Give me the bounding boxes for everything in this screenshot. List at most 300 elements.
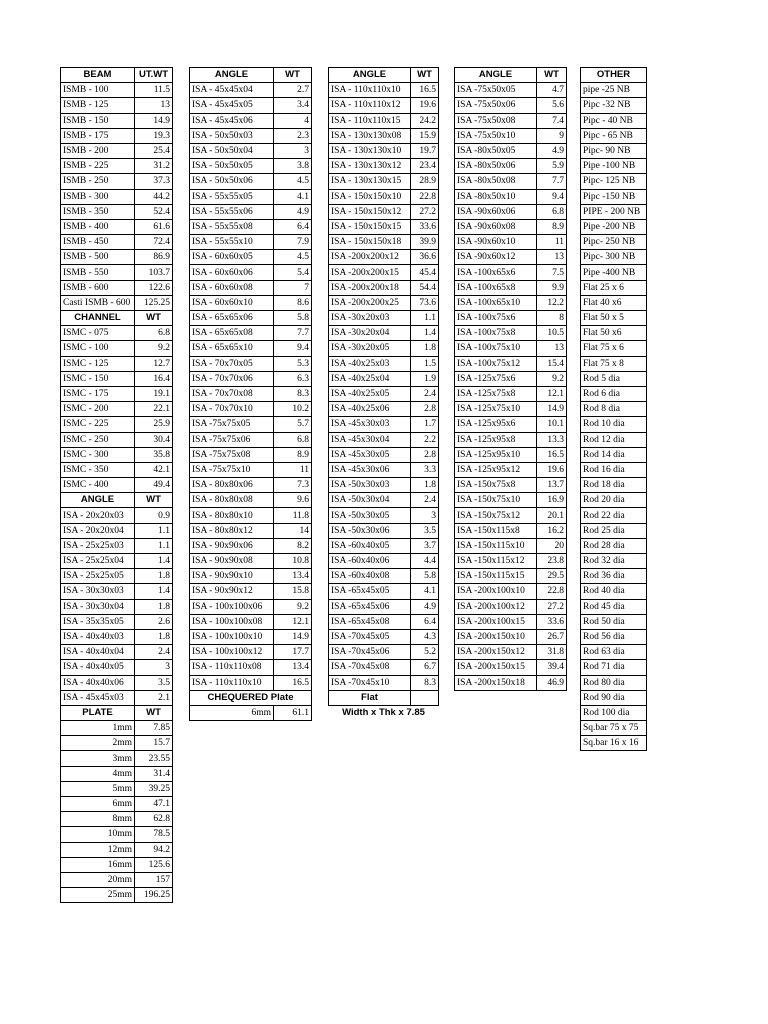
- table-row: [61, 159, 173, 174]
- table-row: [329, 174, 439, 189]
- item-weight: 3.7: [411, 538, 439, 553]
- item-name: ISA -90x60x10: [455, 235, 537, 250]
- item-name: ISA - 90x90x12: [190, 584, 274, 599]
- table-row: [581, 478, 647, 493]
- item-name: ISA - 70x70x05: [190, 356, 274, 371]
- item-name: ISA - 40x40x05: [61, 660, 135, 675]
- table-row: [61, 842, 173, 857]
- item-name: ISA - 55x55x06: [190, 204, 274, 219]
- section-header-row: [455, 68, 567, 83]
- table-row: [329, 645, 439, 660]
- item-weight: 122.6: [135, 280, 173, 295]
- item-name: ISA -125x95x12: [455, 462, 537, 477]
- table-row: [455, 523, 567, 538]
- item-name: ISA - 55x55x10: [190, 235, 274, 250]
- section-header-name: PLATE: [61, 705, 135, 720]
- item-weight: 11: [537, 235, 567, 250]
- table-row: [190, 83, 312, 98]
- item-name: ISA - 65x65x06: [190, 311, 274, 326]
- item-weight: 9: [537, 128, 567, 143]
- table-row: [329, 143, 439, 158]
- other-item: Pipc -32 NB: [581, 98, 647, 113]
- item-weight: 16.5: [274, 675, 312, 690]
- table-row: [61, 143, 173, 158]
- item-name: ISA -30x20x05: [329, 341, 411, 356]
- item-name: ISA -70x45x06: [329, 645, 411, 660]
- table-row: [329, 508, 439, 523]
- item-name: ISA -50x30x05: [329, 508, 411, 523]
- item-name: ISA - 130x130x15: [329, 174, 411, 189]
- item-name: ISA -90x60x06: [455, 204, 537, 219]
- item-name: ISA -150x75x12: [455, 508, 537, 523]
- angle-table-2: [328, 67, 439, 720]
- table-row: [61, 128, 173, 143]
- item-name: ISA - 40x40x06: [61, 675, 135, 690]
- item-name: ISA -80x50x10: [455, 189, 537, 204]
- item-name: ISA -200x150x10: [455, 629, 537, 644]
- table-row: [581, 386, 647, 401]
- item-weight: 4.5: [274, 250, 312, 265]
- item-name: ISMB - 125: [61, 98, 135, 113]
- table-row: [61, 538, 173, 553]
- item-name: ISA - 30x30x03: [61, 584, 135, 599]
- item-name: ISA - 50x50x04: [190, 143, 274, 158]
- item-name: ISA -65x45x06: [329, 599, 411, 614]
- item-name: ISA -200x100x15: [455, 614, 537, 629]
- table-row: [581, 98, 647, 113]
- item-name: 5mm: [61, 781, 135, 796]
- item-name: ISA - 130x130x08: [329, 128, 411, 143]
- table-row: [329, 569, 439, 584]
- item-name: ISA - 150x150x10: [329, 189, 411, 204]
- table-row: [329, 341, 439, 356]
- table-row: [581, 326, 647, 341]
- item-name: ISA - 70x70x10: [190, 402, 274, 417]
- item-name: ISA -75x75x06: [190, 432, 274, 447]
- item-weight: 9.2: [135, 341, 173, 356]
- item-name: ISA - 100x100x10: [190, 629, 274, 644]
- table-row: [61, 812, 173, 827]
- item-name: ISA - 90x90x10: [190, 569, 274, 584]
- item-weight: 22.1: [135, 402, 173, 417]
- item-name: ISA -30x20x04: [329, 326, 411, 341]
- item-name: ISA -60x40x08: [329, 569, 411, 584]
- table-row: [581, 614, 647, 629]
- table-row: [581, 660, 647, 675]
- table-row: [329, 584, 439, 599]
- table-row: [581, 554, 647, 569]
- item-name: 20mm: [61, 872, 135, 887]
- item-name: 25mm: [61, 888, 135, 903]
- table-row: [455, 341, 567, 356]
- item-weight: 31.4: [135, 766, 173, 781]
- item-weight: 73.6: [411, 295, 439, 310]
- item-name: ISA - 45x45x05: [190, 98, 274, 113]
- item-name: ISA -75x75x10: [190, 462, 274, 477]
- table-row: [581, 523, 647, 538]
- item-name: ISA - 70x70x08: [190, 386, 274, 401]
- table-row: [61, 98, 173, 113]
- item-name: ISA -150x115x12: [455, 554, 537, 569]
- item-name: ISA -60x40x05: [329, 538, 411, 553]
- item-weight: 27.2: [411, 204, 439, 219]
- table-row: [190, 538, 312, 553]
- other-item: Pipe -200 NB: [581, 219, 647, 234]
- item-weight: 11.8: [274, 508, 312, 523]
- item-weight: 1.8: [135, 599, 173, 614]
- item-weight: 2.7: [274, 83, 312, 98]
- item-weight: 1.1: [135, 538, 173, 553]
- section-header-wt: UT.WT: [135, 68, 173, 83]
- item-weight: 8: [537, 311, 567, 326]
- table-row: [581, 721, 647, 736]
- item-name: ISA -100x75x8: [455, 326, 537, 341]
- table-row: [455, 204, 567, 219]
- flat-formula-row: [329, 705, 439, 720]
- table-row: [455, 432, 567, 447]
- item-weight: 5.4: [274, 265, 312, 280]
- table-row: [190, 493, 312, 508]
- item-name: ISA -125x75x6: [455, 371, 537, 386]
- item-weight: 3.8: [274, 159, 312, 174]
- table-row: [61, 326, 173, 341]
- table-row: [455, 356, 567, 371]
- table-row: [329, 295, 439, 310]
- other-item: PIPE - 200 NB: [581, 204, 647, 219]
- item-name: ISA -65x45x08: [329, 614, 411, 629]
- item-weight: 10.1: [537, 417, 567, 432]
- table-row: [61, 523, 173, 538]
- table-row: [61, 554, 173, 569]
- table-row: [61, 857, 173, 872]
- item-weight: 17.7: [274, 645, 312, 660]
- table-row: [581, 705, 647, 720]
- item-name: ISMB - 150: [61, 113, 135, 128]
- item-name: ISA -70x45x05: [329, 629, 411, 644]
- item-weight: 1.8: [135, 569, 173, 584]
- item-weight: 16.2: [537, 523, 567, 538]
- item-weight: 8.3: [411, 675, 439, 690]
- item-weight: 1.8: [135, 629, 173, 644]
- section-header-name: CHANNEL: [61, 311, 135, 326]
- table-row: [455, 447, 567, 462]
- section-header-wt: WT: [135, 493, 173, 508]
- item-name: ISA - 80x80x10: [190, 508, 274, 523]
- item-name: ISA - 110x110x15: [329, 113, 411, 128]
- table-row: [61, 508, 173, 523]
- table-row: [61, 614, 173, 629]
- item-weight: 27.2: [537, 599, 567, 614]
- item-name: ISA -200x200x12: [329, 250, 411, 265]
- item-weight: 49.4: [135, 478, 173, 493]
- item-weight: 125.6: [135, 857, 173, 872]
- item-name: ISA - 80x80x06: [190, 478, 274, 493]
- item-weight: 12.1: [537, 386, 567, 401]
- other-item: Pipc - 40 NB: [581, 113, 647, 128]
- item-weight: 20.1: [537, 508, 567, 523]
- table-row: [190, 660, 312, 675]
- item-weight: 23.4: [411, 159, 439, 174]
- item-name: ISA -40x25x05: [329, 386, 411, 401]
- table-row: [455, 478, 567, 493]
- item-weight: 16.4: [135, 371, 173, 386]
- item-weight: 6.4: [411, 614, 439, 629]
- other-item: Rod 6 dia: [581, 386, 647, 401]
- other-item: Rod 71 dia: [581, 660, 647, 675]
- item-name: ISA - 50x50x06: [190, 174, 274, 189]
- item-name: ISA - 50x50x03: [190, 128, 274, 143]
- table-row: [455, 113, 567, 128]
- table-row: [329, 417, 439, 432]
- table-row: [581, 280, 647, 295]
- item-name: ISA - 110x110x10: [190, 675, 274, 690]
- item-weight: 44.2: [135, 189, 173, 204]
- item-weight: 4.9: [537, 143, 567, 158]
- table-row: [581, 174, 647, 189]
- table-row: [61, 569, 173, 584]
- item-weight: 42.1: [135, 462, 173, 477]
- table-row: [329, 478, 439, 493]
- item-name: ISA - 65x65x08: [190, 326, 274, 341]
- chequered-plate-title: CHEQUERED Plate: [190, 690, 312, 705]
- table-row: [455, 417, 567, 432]
- table-row: [61, 280, 173, 295]
- item-name: ISA -125x95x10: [455, 447, 537, 462]
- table-row: [455, 143, 567, 158]
- item-name: ISMB - 175: [61, 128, 135, 143]
- item-name: ISA - 55x55x05: [190, 189, 274, 204]
- other-item: Rod 63 dia: [581, 645, 647, 660]
- other-item: Rod 36 dia: [581, 569, 647, 584]
- table-row: [581, 432, 647, 447]
- table-row: [190, 98, 312, 113]
- table-row: [61, 371, 173, 386]
- item-weight: 8.9: [537, 219, 567, 234]
- item-weight: 72.4: [135, 235, 173, 250]
- item-name: ISA -200x100x10: [455, 584, 537, 599]
- table-row: [61, 766, 173, 781]
- other-item: Rod 18 dia: [581, 478, 647, 493]
- item-name: 10mm: [61, 827, 135, 842]
- other-item: Flat 75 x 8: [581, 356, 647, 371]
- table-row: [190, 341, 312, 356]
- other-item: Pipe -400 NB: [581, 265, 647, 280]
- table-row: [61, 204, 173, 219]
- table-row: [190, 295, 312, 310]
- item-name: ISA - 100x100x12: [190, 645, 274, 660]
- other-item: Rod 56 dia: [581, 629, 647, 644]
- table-row: [581, 493, 647, 508]
- table-row: [61, 584, 173, 599]
- table-row: [329, 265, 439, 280]
- table-row: [190, 432, 312, 447]
- table-row: [455, 462, 567, 477]
- item-name: ISA - 150x150x18: [329, 235, 411, 250]
- item-weight: 2.6: [135, 614, 173, 629]
- item-weight: 19.7: [411, 143, 439, 158]
- table-row: [329, 493, 439, 508]
- section-header-name: ANGLE: [190, 68, 274, 83]
- table-row: [61, 736, 173, 751]
- item-name: ISA -75x50x05: [455, 83, 537, 98]
- table-row: [329, 189, 439, 204]
- item-name: ISA -100x75x6: [455, 311, 537, 326]
- other-item: Pipc- 125 NB: [581, 174, 647, 189]
- table-row: [61, 797, 173, 812]
- item-weight: 31.2: [135, 159, 173, 174]
- chequered-plate-row: [190, 705, 312, 720]
- table-row: [455, 629, 567, 644]
- item-weight: 2.8: [411, 402, 439, 417]
- item-name: ISMC - 200: [61, 402, 135, 417]
- item-name: ISMB - 400: [61, 219, 135, 234]
- item-name: ISA - 30x30x04: [61, 599, 135, 614]
- item-name: ISA - 60x60x08: [190, 280, 274, 295]
- item-name: ISA -150x115x15: [455, 569, 537, 584]
- table-row: [61, 872, 173, 887]
- table-row: [455, 569, 567, 584]
- item-weight: 23.55: [135, 751, 173, 766]
- item-weight: 23.8: [537, 554, 567, 569]
- item-name: ISA - 60x60x05: [190, 250, 274, 265]
- item-weight: 8.6: [274, 295, 312, 310]
- table-row: [61, 645, 173, 660]
- item-name: ISA -90x60x12: [455, 250, 537, 265]
- item-name: ISA -50x30x03: [329, 478, 411, 493]
- item-name: 12mm: [61, 842, 135, 857]
- item-weight: 9.4: [537, 189, 567, 204]
- item-weight: 31.8: [537, 645, 567, 660]
- item-name: ISA - 150x150x15: [329, 219, 411, 234]
- item-weight: 16.9: [537, 493, 567, 508]
- item-name: ISA -100x65x6: [455, 265, 537, 280]
- section-header-name: ANGLE: [329, 68, 411, 83]
- item-weight: 9.2: [537, 371, 567, 386]
- table-row: [329, 128, 439, 143]
- table-row: [581, 736, 647, 751]
- item-weight: 9.4: [274, 341, 312, 356]
- item-weight: 4.3: [411, 629, 439, 644]
- other-item: Rod 20 dia: [581, 493, 647, 508]
- other-item: Rod 100 dia: [581, 705, 647, 720]
- item-weight: 25.4: [135, 143, 173, 158]
- table-row: [581, 356, 647, 371]
- item-name: ISA - 100x100x08: [190, 614, 274, 629]
- item-name: ISA -40x25x06: [329, 402, 411, 417]
- item-name: ISA - 45x45x04: [190, 83, 274, 98]
- other-item: Rod 50 dia: [581, 614, 647, 629]
- item-weight: 35.8: [135, 447, 173, 462]
- item-name: ISA -200x150x12: [455, 645, 537, 660]
- table-row: [581, 462, 647, 477]
- item-weight: 5.8: [411, 569, 439, 584]
- item-name: ISA -200x150x18: [455, 675, 537, 690]
- table-row: [329, 204, 439, 219]
- item-name: 16mm: [61, 857, 135, 872]
- item-name: ISMC - 250: [61, 432, 135, 447]
- table-row: [455, 599, 567, 614]
- section-header-wt: WT: [537, 68, 567, 83]
- item-weight: 1.4: [411, 326, 439, 341]
- item-weight: 15.4: [537, 356, 567, 371]
- section-header-name: BEAM: [61, 68, 135, 83]
- item-name: ISA -80x50x05: [455, 143, 537, 158]
- item-weight: 3.3: [411, 462, 439, 477]
- item-name: ISA -90x60x08: [455, 219, 537, 234]
- flat-header-row: [329, 690, 439, 705]
- item-name: ISA - 60x60x06: [190, 265, 274, 280]
- item-name: ISA - 35x35x05: [61, 614, 135, 629]
- other-item: Rod 12 dia: [581, 432, 647, 447]
- item-weight: 7.5: [537, 265, 567, 280]
- table-row: [455, 675, 567, 690]
- item-name: ISA -150x115x10: [455, 538, 537, 553]
- other-item: Rod 22 dia: [581, 508, 647, 523]
- item-name: ISA -100x75x12: [455, 356, 537, 371]
- section-header-row: [581, 68, 647, 83]
- other-item: Flat 50 x6: [581, 326, 647, 341]
- table-row: [61, 599, 173, 614]
- item-weight: 22.8: [411, 189, 439, 204]
- item-weight: 7.3: [274, 478, 312, 493]
- table-row: [190, 356, 312, 371]
- item-weight: 7: [274, 280, 312, 295]
- table-row: [61, 219, 173, 234]
- section-header-name: ANGLE: [61, 493, 135, 508]
- table-row: [581, 265, 647, 280]
- item-name: ISA - 110x110x12: [329, 98, 411, 113]
- item-weight: 8.2: [274, 538, 312, 553]
- item-weight: 157: [135, 872, 173, 887]
- table-row: [581, 83, 647, 98]
- table-row: [190, 386, 312, 401]
- other-item: Flat 50 x 5: [581, 311, 647, 326]
- item-weight: 0.9: [135, 508, 173, 523]
- table-row: [581, 569, 647, 584]
- item-weight: 1.9: [411, 371, 439, 386]
- item-name: ISA - 20x20x04: [61, 523, 135, 538]
- item-name: ISA -30x20x03: [329, 311, 411, 326]
- item-weight: 1.8: [411, 478, 439, 493]
- item-name: ISA -60x40x06: [329, 554, 411, 569]
- section-header-name: ANGLE: [455, 68, 537, 83]
- other-item: Rod 10 dia: [581, 417, 647, 432]
- item-weight: 20: [537, 538, 567, 553]
- other-item: Sq.bar 75 x 75: [581, 721, 647, 736]
- item-weight: 19.6: [411, 98, 439, 113]
- item-name: ISA -100x65x10: [455, 295, 537, 310]
- table-row: [190, 569, 312, 584]
- item-weight: 25.9: [135, 417, 173, 432]
- other-item: Rod 40 dia: [581, 584, 647, 599]
- item-name: ISMB - 200: [61, 143, 135, 158]
- other-item: Rod 80 dia: [581, 675, 647, 690]
- item-weight: 15.7: [135, 736, 173, 751]
- section-header-wt: WT: [135, 311, 173, 326]
- other-table: [580, 67, 647, 751]
- beam-channel-angle-plate-table: [60, 67, 173, 903]
- item-name: ISMB - 350: [61, 204, 135, 219]
- item-name: ISA - 25x25x05: [61, 569, 135, 584]
- item-weight: 29.5: [537, 569, 567, 584]
- table-row: [581, 295, 647, 310]
- item-weight: 3: [411, 508, 439, 523]
- table-row: [61, 295, 173, 310]
- item-name: ISA -200x200x15: [329, 265, 411, 280]
- item-name: ISA - 90x90x08: [190, 554, 274, 569]
- table-row: [190, 417, 312, 432]
- item-name: ISA -150x75x10: [455, 493, 537, 508]
